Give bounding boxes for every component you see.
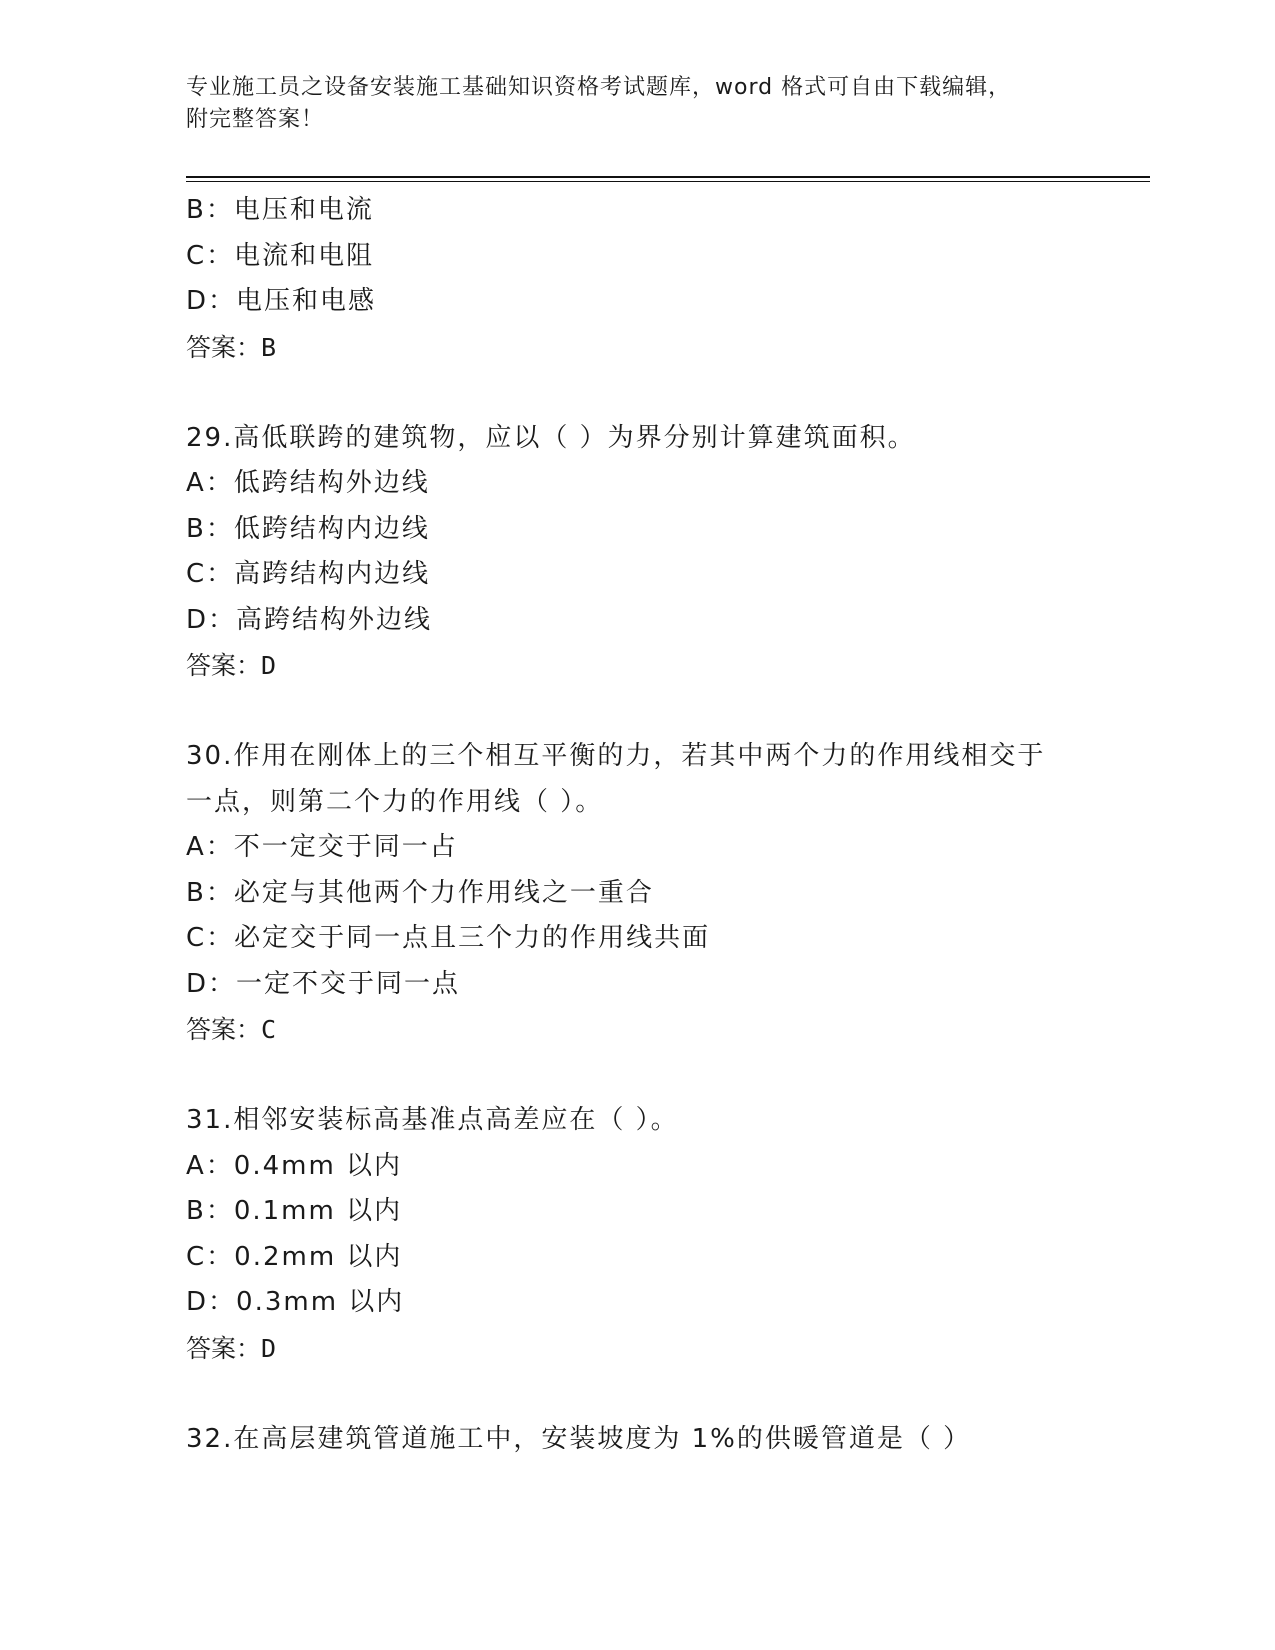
spacer [186,1053,1086,1099]
document-header [186,72,1066,136]
option-b: B：电压和电流 [186,195,374,225]
spacer [186,689,1086,735]
question-block-29 [186,416,1086,689]
question-block-31 [186,1098,1086,1371]
question-stem: 31.相邻安装标高基准点高差应在（ ）。 [186,1105,679,1135]
option-d: D：高跨结构外边线 [186,604,433,635]
option-b: B：0.1mm 以内 [186,1196,403,1226]
spacer [186,370,1086,416]
option-a: A：不一定交于同一占 [186,832,458,862]
question-stem-line-1: 30.作用在刚体上的三个相互平衡的力，若其中两个力的作用线相交于 [186,741,1046,771]
header-line-1: 专业施工员之设备安装施工基础知识资格考试题库，word 格式可自由下载编辑， [186,75,1012,100]
option-c: C：电流和电阻 [186,240,375,271]
question-stem-line-2: 一点，则第二个力的作用线（ ）。 [186,786,604,817]
question-block-28 [186,188,1086,370]
header-line-2: 附完整答案！ [186,107,325,132]
header-divider-thick [186,176,1150,178]
answer-line: 答案：B [186,332,277,362]
question-stem: 32.在高层建筑管道施工中，安装坡度为 1%的供暖管道是（ ） [186,1423,972,1454]
spacer [186,1371,1086,1417]
answer-line: 答案：C [186,1015,277,1044]
answer-line: 答案：D [186,1333,277,1363]
option-c: C：0.2mm 以内 [186,1241,403,1272]
option-c: C：高跨结构内边线 [186,559,431,589]
header-divider-thin [186,181,1150,182]
option-b: B：必定与其他两个力作用线之一重合 [186,877,654,908]
answer-line: 答案：D [186,651,277,680]
option-a: A：低跨结构外边线 [186,468,430,498]
option-d: D：0.3mm 以内 [186,1287,405,1317]
option-c: C：必定交于同一点且三个力的作用线共面 [186,923,711,953]
question-stem: 29.高低联跨的建筑物，应以（ ）为界分别计算建筑面积。 [186,422,916,453]
option-b: B：低跨结构内边线 [186,513,430,544]
option-d: D：一定不交于同一点 [186,968,461,999]
option-d: D：电压和电感 [186,286,377,316]
question-list [186,188,1086,1462]
question-block-32 [186,1417,1086,1463]
question-block-30 [186,734,1086,1053]
option-a: A：0.4mm 以内 [186,1150,403,1181]
